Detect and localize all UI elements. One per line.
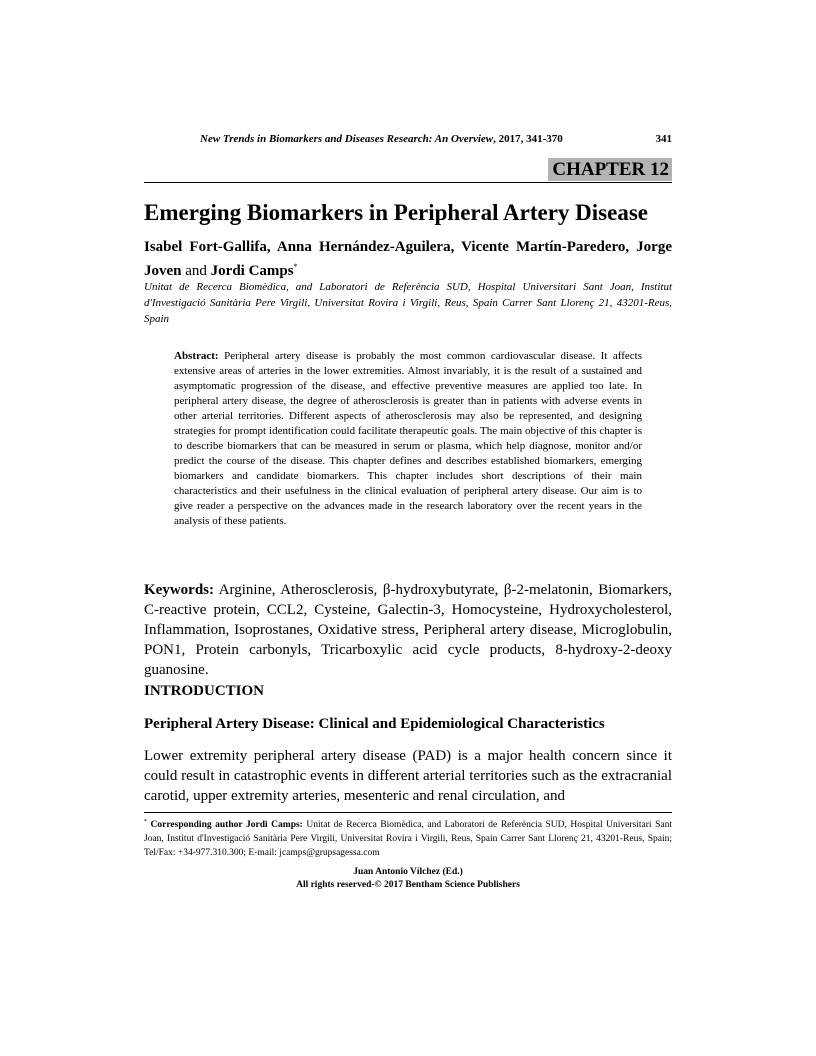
keywords [144, 580, 672, 680]
footnote-marker: * [144, 819, 147, 825]
footnote-divider [144, 812, 672, 813]
rights-line: All rights reserved-© 2017 Bentham Science Publishers [296, 880, 520, 890]
section-heading: INTRODUCTION [144, 683, 265, 699]
subsection-heading: Peripheral Artery Disease: Clinical and Epidemiological Characteristics [144, 716, 605, 732]
footnote-text: Unitat de Recerca Biomèdica, and Laboratori de Referència SUD, Hospital Universitari Sant Joan, Institut d'Investigació Sanitària Pere Virgili, Universitat Rovira i Virgili, Reus, Spain Carrer Sant Llorenç 21, 43201-Reus, Spain; Tel/Fax: +34-977.310.300; E-mail: jcamps@grupsagessa.com [144, 820, 672, 859]
chapter-divider [144, 182, 672, 183]
journal-title: New Trends in Biomarkers and Diseases Research: An Overview, 2017, 341-370 [200, 133, 563, 145]
abstract [174, 349, 642, 529]
keywords-label: Keywords: [144, 582, 214, 598]
last-author: Jordi Camps [210, 263, 294, 279]
imprint [144, 866, 672, 892]
chapter-label: CHAPTER 12 [548, 158, 672, 181]
body-paragraph: Lower extremity peripheral artery disease (PAD) is a major health concern since it could result in catastrophic events in different arterial territories such as the extracranial carotid, upper extremity arteries, mesenteric and renal circulation, and [144, 748, 672, 804]
abstract-text: Peripheral artery disease is probably the most common cardiovascular disease. It affects extensive areas of arteries in the lower extremities. Almost invariably, it is the result of a sustained and asymptomatic progression of the disease, and effective preventive measures are applied too late. In peripheral artery disease, the degree of atherosclerosis is greater than in patients with adverse events in other arterial territories. Different aspects of atherosclerosis may also be represented, and designing strategies for prompt identification could facilitate therapeutic goals. The main objective of this chapter is to describe biomarkers that can be measured in serum or plasma, which help diagnose, monitor and/or predict the course of the disease. This chapter defines and describes established biomarkers, emerging biomarkers and candidate biomarkers. This chapter includes short descriptions of their main characteristics and their usefulness in the clinical evaluation of peripheral artery disease. Our aim is to give reader a perspective on the advances made in the research laboratory over the recent years in the analysis of these patients. [174, 350, 642, 527]
corresponding-marker: * [293, 262, 298, 271]
page-number: 341 [655, 133, 672, 145]
footnote [144, 815, 672, 860]
footnote-label: Corresponding author Jordi Camps: [147, 820, 303, 831]
authors-conjunction: and [181, 263, 211, 279]
article-title: Emerging Biomarkers in Peripheral Artery Disease [144, 200, 648, 225]
affiliation: Unitat de Recerca Biomèdica, and Laboratori de Referència SUD, Hospital Universitari Sant Joan, Institut d'Investigació Sanitària Pere Virgili, Universitat Rovira i Virgili, Reus, Spain Carrer Sant Llorenç 21, 43201-Reus, Spain [144, 281, 672, 325]
keywords-text: Arginine, Atherosclerosis, β-hydroxybutyrate, β-2-melatonin, Biomarkers, C-reactive protein, CCL2, Cysteine, Galectin-3, Homocysteine, Hydroxycholesterol, Inflammation, Isoprostanes, Oxidative stress, Peripheral artery disease, Microglobulin, PON1, Protein carbonyls, Tricarboxylic acid cycle products, 8-hydroxy-2-deoxy guanosine. [144, 582, 672, 678]
abstract-label: Abstract: [174, 350, 219, 362]
authors-main: Isabel Fort-Gallifa, Anna Hernández-Aguilera, Vicente Martín-Paredero, Jorge Joven [144, 239, 672, 279]
editor-line: Juan Antonio Vílchez (Ed.) [353, 867, 463, 877]
author-list [144, 237, 672, 281]
